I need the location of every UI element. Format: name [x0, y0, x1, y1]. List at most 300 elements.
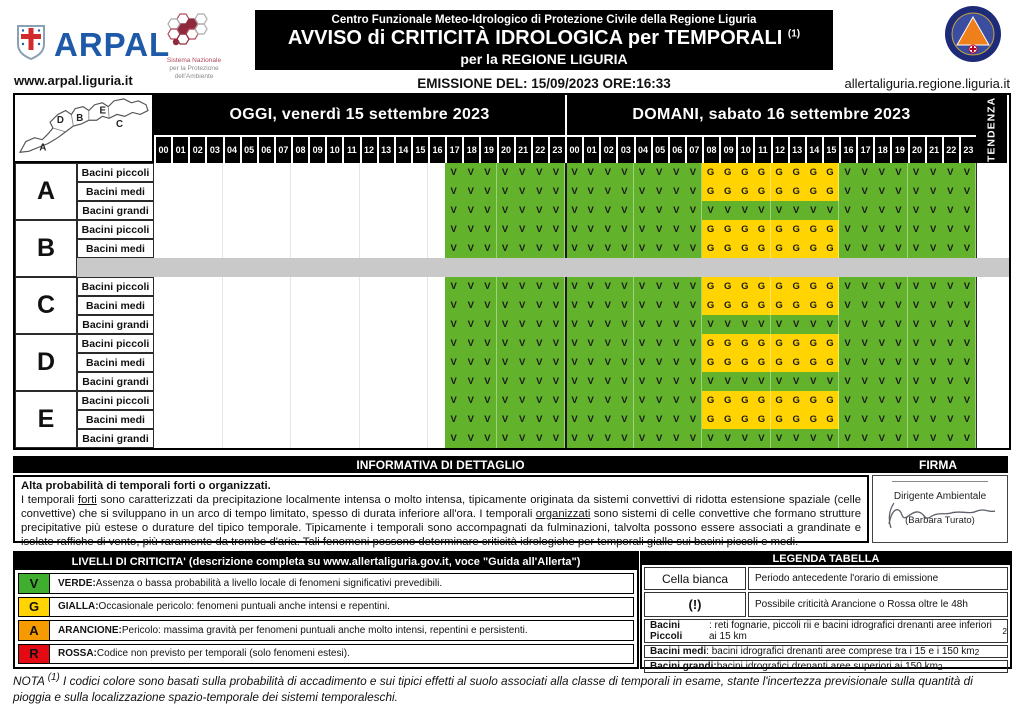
hour-header-cell: 15	[822, 135, 839, 163]
forecast-cell	[171, 220, 188, 239]
protezione-civile-logo	[944, 5, 1002, 68]
forecast-cell: V	[582, 220, 599, 239]
forecast-cell: V	[925, 315, 942, 334]
forecast-cell: V	[599, 182, 616, 201]
forecast-cell	[411, 277, 428, 296]
forecast-cell	[394, 296, 411, 315]
forecast-cell	[325, 201, 342, 220]
forecast-cell: G	[805, 239, 822, 258]
forecast-cell	[394, 239, 411, 258]
forecast-cell: V	[616, 182, 633, 201]
forecast-cell: G	[753, 277, 770, 296]
nota-footer	[13, 674, 1008, 705]
forecast-cell	[274, 277, 291, 296]
forecast-cell: V	[497, 429, 514, 448]
forecast-cell	[308, 277, 325, 296]
svg-text:E: E	[99, 105, 106, 117]
hour-header-cell: 20	[497, 135, 514, 163]
hour-header-cell: 17	[856, 135, 873, 163]
forecast-cell: V	[856, 353, 873, 372]
forecast-cell: V	[736, 201, 753, 220]
forecast-cell: G	[736, 220, 753, 239]
forecast-cell	[257, 429, 274, 448]
criticality-term: ROSSA:	[58, 648, 97, 660]
forecast-cell	[291, 277, 308, 296]
forecast-cell	[308, 220, 325, 239]
forecast-cell	[342, 163, 359, 182]
forecast-cell: V	[702, 372, 719, 391]
hour-header-cell: 02	[599, 135, 616, 163]
forecast-cell: V	[873, 220, 890, 239]
hour-header-cell: 19	[479, 135, 496, 163]
forecast-cell: V	[959, 372, 976, 391]
forecast-cell: V	[856, 201, 873, 220]
forecast-cell: G	[753, 163, 770, 182]
forecast-cell: V	[959, 163, 976, 182]
forecast-cell	[360, 315, 377, 334]
forecast-cell: V	[582, 163, 599, 182]
forecast-cell: V	[651, 315, 668, 334]
forecast-cell: V	[565, 182, 582, 201]
forecast-cell	[223, 182, 240, 201]
forecast-cell: V	[616, 391, 633, 410]
forecast-cell	[360, 239, 377, 258]
forecast-cell: V	[736, 315, 753, 334]
forecast-cell: V	[548, 372, 565, 391]
forecast-cell: G	[702, 182, 719, 201]
forecast-cell: V	[548, 201, 565, 220]
forecast-cell: G	[788, 277, 805, 296]
forecast-cell	[274, 391, 291, 410]
forecast-cell: V	[479, 353, 496, 372]
forecast-cell: V	[582, 315, 599, 334]
snpa-logo	[146, 12, 242, 81]
basin-row-label: Bacini grandi	[77, 201, 154, 220]
forecast-cell: V	[634, 220, 651, 239]
forecast-cell	[291, 391, 308, 410]
forecast-cell: G	[771, 277, 788, 296]
forecast-cell: V	[497, 372, 514, 391]
forecast-cell	[274, 201, 291, 220]
forecast-cell: V	[531, 372, 548, 391]
forecast-cell: G	[771, 163, 788, 182]
forecast-cell	[171, 182, 188, 201]
forecast-cell: V	[616, 315, 633, 334]
forecast-cell: V	[565, 391, 582, 410]
forecast-cell: V	[531, 296, 548, 315]
forecast-cell	[360, 334, 377, 353]
forecast-cell: V	[959, 220, 976, 239]
forecast-cell: V	[599, 315, 616, 334]
forecast-cell: V	[582, 277, 599, 296]
forecast-cell: V	[548, 334, 565, 353]
forecast-cell: V	[582, 429, 599, 448]
forecast-cell	[257, 277, 274, 296]
forecast-cell: V	[445, 239, 462, 258]
forecast-cell: V	[462, 334, 479, 353]
forecast-cell: V	[668, 334, 685, 353]
banner-line2: AVVISO di CRITICITÀ IDROLOGICA per TEMPORALI $^{(1)}$	[287, 26, 801, 49]
forecast-cell	[308, 163, 325, 182]
forecast-cell	[325, 277, 342, 296]
forecast-cell	[223, 315, 240, 334]
forecast-cell: G	[702, 296, 719, 315]
forecast-cell: V	[890, 163, 907, 182]
forecast-cell	[325, 410, 342, 429]
forecast-cell: G	[719, 334, 736, 353]
forecast-cell	[154, 182, 171, 201]
forecast-cell: V	[565, 239, 582, 258]
forecast-cell: G	[805, 220, 822, 239]
forecast-cell	[308, 239, 325, 258]
forecast-cell: V	[942, 391, 959, 410]
forecast-cell: V	[925, 277, 942, 296]
forecast-cell: V	[668, 353, 685, 372]
forecast-cell	[394, 429, 411, 448]
hour-header-cell: 09	[719, 135, 736, 163]
forecast-cell: V	[599, 239, 616, 258]
arpal-url: www.arpal.liguria.it	[14, 73, 133, 88]
forecast-cell: V	[959, 239, 976, 258]
forecast-cell	[308, 334, 325, 353]
forecast-cell	[360, 163, 377, 182]
forecast-cell	[223, 391, 240, 410]
forecast-cell	[360, 220, 377, 239]
forecast-cell: V	[634, 334, 651, 353]
forecast-cell: V	[565, 315, 582, 334]
criticality-desc-cell: ARANCIONE: Pericolo: massima gravità per fenomeni puntuali anche molto intensi, repentini e persistenti.	[50, 620, 634, 641]
forecast-cell	[188, 163, 205, 182]
forecast-cell: V	[479, 277, 496, 296]
forecast-cell: V	[856, 410, 873, 429]
forecast-cell: V	[959, 182, 976, 201]
forecast-cell: V	[890, 315, 907, 334]
forecast-cell: V	[634, 163, 651, 182]
forecast-cell: V	[531, 429, 548, 448]
forecast-cell: V	[462, 296, 479, 315]
forecast-cell	[291, 163, 308, 182]
forecast-cell: V	[548, 220, 565, 239]
liguria-zone-map	[15, 95, 154, 163]
forecast-cell: V	[565, 410, 582, 429]
legend-basin-row: Bacini medi : bacini idrografici drenanti aree comprese tra i 15 e i 150 km 2	[644, 645, 1008, 658]
forecast-cell	[240, 429, 257, 448]
forecast-cell: V	[445, 410, 462, 429]
firma-box	[872, 475, 1008, 543]
forecast-cell: V	[565, 277, 582, 296]
forecast-cell	[274, 182, 291, 201]
forecast-cell	[377, 163, 394, 182]
forecast-cell: V	[497, 239, 514, 258]
forecast-cell: V	[839, 410, 856, 429]
forecast-cell: G	[822, 353, 839, 372]
forecast-cell	[257, 182, 274, 201]
forecast-cell	[394, 372, 411, 391]
forecast-cell: V	[873, 277, 890, 296]
unavailable-row	[77, 258, 1009, 277]
forecast-cell: V	[514, 315, 531, 334]
forecast-cell: G	[736, 182, 753, 201]
forecast-cell	[360, 391, 377, 410]
forecast-cell: V	[582, 353, 599, 372]
forecast-cell: G	[736, 296, 753, 315]
forecast-cell: V	[599, 334, 616, 353]
forecast-cell: V	[634, 182, 651, 201]
forecast-cell: V	[531, 315, 548, 334]
criticality-row	[18, 597, 634, 618]
forecast-cell: V	[822, 201, 839, 220]
forecast-cell: V	[531, 277, 548, 296]
forecast-cell: V	[651, 182, 668, 201]
forecast-cell	[257, 201, 274, 220]
forecast-cell: V	[497, 163, 514, 182]
forecast-cell: G	[788, 239, 805, 258]
forecast-cell	[411, 391, 428, 410]
forecast-cell: V	[685, 296, 702, 315]
forecast-cell: V	[856, 163, 873, 182]
hour-header-cell: 16	[839, 135, 856, 163]
forecast-cell: V	[514, 182, 531, 201]
hour-header-cell: 10	[325, 135, 342, 163]
forecast-cell	[394, 410, 411, 429]
forecast-cell: V	[462, 429, 479, 448]
forecast-cell: V	[908, 277, 925, 296]
forecast-cell: V	[565, 353, 582, 372]
forecast-cell: V	[925, 220, 942, 239]
forecast-cell	[188, 410, 205, 429]
forecast-cell	[325, 334, 342, 353]
forecast-cell: V	[890, 296, 907, 315]
basin-row-label: Bacini medi	[77, 353, 154, 372]
criticality-row	[18, 644, 634, 665]
banner-line3: per la REGIONE LIGURIA	[460, 50, 628, 67]
forecast-cell	[291, 372, 308, 391]
forecast-cell: G	[702, 353, 719, 372]
snpa-caption: Sistema Nazionale per la Protezione dell'Ambiente	[166, 57, 222, 81]
forecast-cell	[428, 182, 445, 201]
forecast-cell: V	[942, 353, 959, 372]
basin-row-label: Bacini grandi	[77, 315, 154, 334]
forecast-cell: V	[925, 239, 942, 258]
forecast-cell: V	[479, 163, 496, 182]
legend-key-cell: (!)	[644, 592, 746, 617]
forecast-cell: V	[873, 372, 890, 391]
arpal-shield-icon	[16, 24, 46, 65]
forecast-cell: V	[651, 391, 668, 410]
forecast-cell	[394, 277, 411, 296]
forecast-cell: G	[753, 391, 770, 410]
forecast-cell: V	[582, 182, 599, 201]
forecast-cell: V	[873, 353, 890, 372]
forecast-cell: G	[771, 296, 788, 315]
forecast-cell	[411, 315, 428, 334]
forecast-cell	[377, 182, 394, 201]
forecast-cell: V	[514, 391, 531, 410]
livelli-di-criticita	[13, 551, 639, 669]
forecast-cell: G	[753, 296, 770, 315]
forecast-cell	[377, 353, 394, 372]
forecast-cell	[257, 334, 274, 353]
forecast-cell: V	[582, 410, 599, 429]
forecast-cell	[154, 429, 171, 448]
forecast-cell: V	[959, 391, 976, 410]
basin-row-label: Bacini grandi	[77, 429, 154, 448]
forecast-cell: V	[479, 239, 496, 258]
forecast-cell	[188, 429, 205, 448]
forecast-cell: V	[479, 296, 496, 315]
forecast-cell	[274, 163, 291, 182]
legenda-header: LEGENDA TABELLA	[642, 553, 1010, 565]
hour-header-cell: 21	[514, 135, 531, 163]
forecast-cell: V	[908, 201, 925, 220]
forecast-cell: V	[497, 334, 514, 353]
hour-header-cell: 23	[959, 135, 976, 163]
hour-header-cell: 12	[360, 135, 377, 163]
forecast-cell	[188, 353, 205, 372]
forecast-cell: V	[531, 182, 548, 201]
forecast-cell: V	[839, 277, 856, 296]
forecast-cell	[274, 334, 291, 353]
forecast-cell: V	[668, 239, 685, 258]
forecast-cell: V	[942, 163, 959, 182]
forecast-cell	[205, 239, 222, 258]
forecast-cell	[223, 334, 240, 353]
hour-header-cell: 09	[308, 135, 325, 163]
forecast-cell: V	[839, 296, 856, 315]
forecast-cell: V	[908, 353, 925, 372]
forecast-cell	[342, 201, 359, 220]
forecast-cell	[428, 277, 445, 296]
forecast-cell	[240, 239, 257, 258]
legend-basin-row: Bacini grandi: bacini idrografici drenanti aree superiori ai 150 km 2	[644, 660, 1008, 673]
forecast-cell: V	[959, 315, 976, 334]
forecast-cell: V	[959, 410, 976, 429]
hour-header-cell: 05	[240, 135, 257, 163]
forecast-cell: V	[890, 239, 907, 258]
forecast-cell	[428, 410, 445, 429]
forecast-cell	[291, 201, 308, 220]
hour-header-cell: 11	[753, 135, 770, 163]
forecast-cell: V	[651, 163, 668, 182]
forecast-cell	[377, 334, 394, 353]
forecast-cell	[188, 334, 205, 353]
forecast-cell: G	[719, 296, 736, 315]
zone-label: B	[15, 220, 77, 277]
forecast-cell: V	[839, 220, 856, 239]
forecast-cell	[188, 296, 205, 315]
forecast-cell: V	[462, 372, 479, 391]
forecast-cell	[325, 296, 342, 315]
forecast-cell: V	[873, 429, 890, 448]
criticality-desc-cell: GIALLA: Occasionale pericolo: fenomeni puntuali anche intensi e repentini.	[50, 597, 634, 618]
banner-note: (1)	[787, 27, 801, 39]
forecast-cell: V	[788, 429, 805, 448]
informativa-header-bar	[13, 456, 1008, 473]
forecast-cell: V	[548, 182, 565, 201]
forecast-cell: V	[942, 296, 959, 315]
forecast-cell	[342, 220, 359, 239]
forecast-cell: G	[719, 163, 736, 182]
forecast-cell	[188, 391, 205, 410]
forecast-cell	[223, 220, 240, 239]
forecast-cell	[188, 182, 205, 201]
forecast-cell	[394, 163, 411, 182]
forecast-cell: V	[514, 277, 531, 296]
forecast-cell: V	[479, 220, 496, 239]
forecast-cell	[411, 296, 428, 315]
forecast-cell: V	[514, 220, 531, 239]
forecast-cell: V	[856, 334, 873, 353]
forecast-cell	[342, 391, 359, 410]
forecast-cell: V	[942, 429, 959, 448]
forecast-cell	[223, 410, 240, 429]
forecast-cell: V	[531, 334, 548, 353]
forecast-cell: V	[890, 182, 907, 201]
forecast-cell	[240, 391, 257, 410]
basin-row-label: Bacini medi	[77, 296, 154, 315]
forecast-cell	[257, 391, 274, 410]
forecast-cell	[154, 334, 171, 353]
forecast-cell: V	[890, 220, 907, 239]
forecast-cell: G	[822, 182, 839, 201]
forecast-cell: G	[753, 220, 770, 239]
forecast-cell: V	[805, 201, 822, 220]
forecast-cell: V	[548, 296, 565, 315]
forecast-cell	[377, 201, 394, 220]
forecast-cell	[257, 315, 274, 334]
forecast-cell: V	[616, 410, 633, 429]
forecast-cell: V	[685, 315, 702, 334]
forecast-cell	[377, 372, 394, 391]
forecast-cell: V	[548, 391, 565, 410]
hour-header-cell: 22	[942, 135, 959, 163]
forecast-cell: V	[788, 372, 805, 391]
forecast-cell: V	[925, 296, 942, 315]
forecast-cell: V	[616, 334, 633, 353]
forecast-cell: V	[445, 277, 462, 296]
forecast-cell	[325, 220, 342, 239]
forecast-cell	[205, 410, 222, 429]
forecast-cell: V	[497, 220, 514, 239]
forecast-cell: V	[599, 410, 616, 429]
forecast-cell: G	[788, 163, 805, 182]
forecast-cell: V	[514, 372, 531, 391]
forecast-cell	[411, 372, 428, 391]
forecast-cell: G	[719, 220, 736, 239]
forecast-cell	[274, 429, 291, 448]
forecast-cell: G	[719, 391, 736, 410]
forecast-cell: G	[805, 182, 822, 201]
forecast-cell: V	[565, 372, 582, 391]
forecast-cell: V	[531, 201, 548, 220]
forecast-cell: V	[719, 429, 736, 448]
forecast-cell	[274, 296, 291, 315]
forecast-cell	[325, 182, 342, 201]
forecast-cell: V	[856, 296, 873, 315]
firma-role: Dirigente Ambientale	[893, 491, 987, 502]
forecast-cell: V	[942, 220, 959, 239]
forecast-cell	[188, 315, 205, 334]
forecast-cell: G	[702, 163, 719, 182]
forecast-cell: V	[462, 163, 479, 182]
hour-header-cell: 16	[428, 135, 445, 163]
forecast-cell: V	[668, 220, 685, 239]
forecast-cell: V	[445, 296, 462, 315]
hour-header-cell: 18	[873, 135, 890, 163]
forecast-cell	[342, 277, 359, 296]
forecast-cell: G	[753, 410, 770, 429]
legend-desc-cell: Periodo antecedente l'orario di emissione	[748, 567, 1008, 590]
